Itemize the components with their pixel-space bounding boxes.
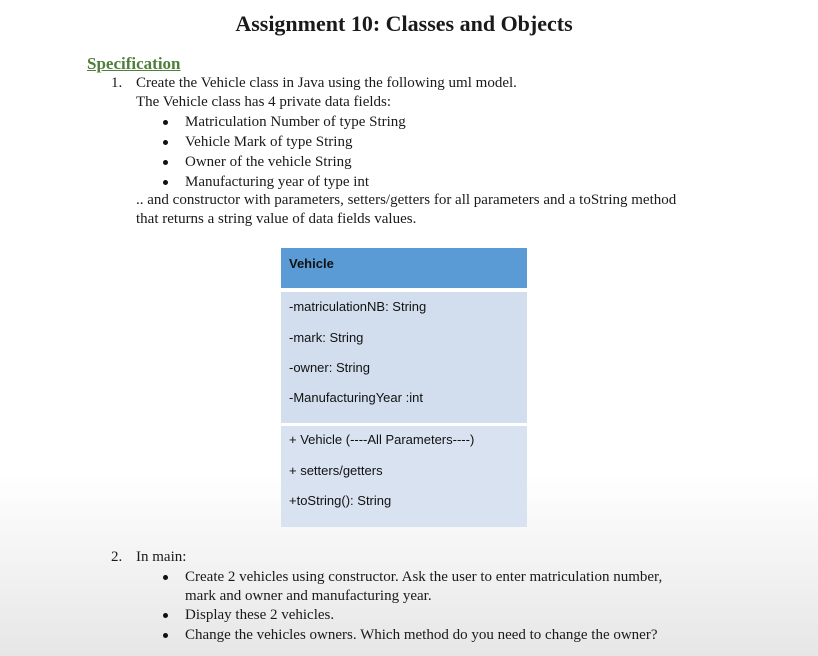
item1-tail-line2: that returns a string value of data fields values. [136,211,417,227]
item2-heading: In main: [136,549,187,565]
item-number-2: 2. [111,549,123,565]
item-number-1: 1. [111,75,123,91]
document-title: Assignment 10: Classes and Objects [235,11,573,36]
main-task-bullet: Display these 2 vehicles. [185,606,334,626]
main-task-bullet: Change the vehicles owners. Which method do you need to change the owner? [185,626,658,646]
field-bullet: Manufacturing year of type int [185,173,369,193]
field-bullet: Matriculation Number of type String [185,113,406,133]
uml-operation: + Vehicle (----All Parameters----) [289,432,475,447]
uml-class-header [281,248,527,288]
uml-attribute: -mark: String [289,330,364,345]
item1-line2: The Vehicle class has 4 private data fields: [136,94,392,110]
uml-operation: + setters/getters [289,463,383,478]
field-bullet: Owner of the vehicle String [185,153,352,173]
uml-attribute: -ManufacturingYear :int [289,390,423,405]
uml-class-name: Vehicle [289,256,334,271]
main-task-bullet-continuation: mark and owner and manufacturing year. [185,588,432,604]
item1-tail-line1: .. and constructor with parameters, setters/getters for all parameters and a toString method [136,192,677,208]
item1-line1: Create the Vehicle class in Java using the following uml model. [136,75,517,91]
section-heading-specification: Specification [87,54,181,73]
uml-attribute: -owner: String [289,360,370,375]
uml-operations-section [281,426,527,527]
field-bullet: Vehicle Mark of type String [185,133,352,153]
uml-operation: +toString(): String [289,493,392,508]
uml-attribute: -matriculationNB: String [289,299,427,314]
main-task-bullet: Create 2 vehicles using constructor. Ask the user to enter matriculation number, [185,568,662,588]
uml-attributes-section [281,292,527,423]
